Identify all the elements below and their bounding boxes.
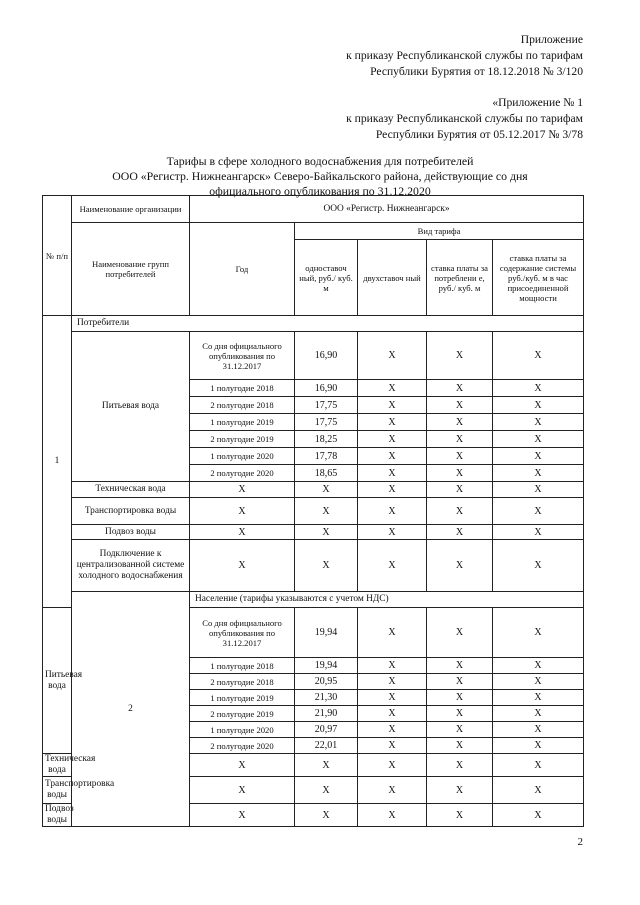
x-mark: X [493, 380, 584, 397]
x-mark: X [427, 706, 493, 722]
appendix-line: «Приложение № 1 [492, 96, 583, 109]
tariff-value: 18,65 [295, 465, 358, 482]
x-mark: X [427, 540, 493, 592]
row-number: 2 [72, 592, 190, 827]
x-mark: X [493, 706, 584, 722]
x-mark: X [493, 777, 584, 804]
x-mark: X [493, 448, 584, 465]
org-label: Наименование организации [72, 196, 190, 223]
x-mark: X [295, 540, 358, 592]
x-mark: X [190, 754, 295, 777]
x-mark: X [427, 414, 493, 431]
consumer-group: Подключение к централизованной системе холодного водоснабжения [72, 540, 190, 592]
x-mark: X [358, 608, 427, 658]
x-mark: X [493, 431, 584, 448]
x-mark: X [358, 706, 427, 722]
tariff-value: 18,25 [295, 431, 358, 448]
x-mark: X [358, 465, 427, 482]
x-mark: X [295, 525, 358, 540]
appendix-line: к приказу Республиканской службы по тарифам [346, 112, 583, 125]
period-cell: 1 полугодие 2020 [190, 448, 295, 465]
period-cell: 2 полугодие 2018 [190, 674, 295, 690]
tariff-value: 17,75 [295, 414, 358, 431]
appendix-line: к приказу Республиканской службы по тарифам [346, 49, 583, 62]
x-mark: X [493, 332, 584, 380]
x-mark: X [190, 804, 295, 827]
x-mark: X [190, 777, 295, 804]
x-mark: X [493, 414, 584, 431]
x-mark: X [427, 608, 493, 658]
tariff-value: 17,75 [295, 397, 358, 414]
x-mark: X [295, 482, 358, 498]
consumer-group: Техническая вода [72, 482, 190, 498]
x-mark: X [358, 804, 427, 827]
x-mark: X [190, 525, 295, 540]
x-mark: X [427, 332, 493, 380]
tariff-type-header: Вид тарифа [295, 223, 584, 240]
title-line: Тарифы в сфере холодного водоснабжения для потребителей [166, 154, 474, 168]
period-cell: 1 полугодие 2019 [190, 414, 295, 431]
period-cell: 1 полугодие 2019 [190, 690, 295, 706]
tariff-value: 20,95 [295, 674, 358, 690]
x-mark: X [427, 482, 493, 498]
consumer-group: Транспортировка воды [72, 498, 190, 525]
period-cell: Со дня официального опубликования по 31.12.2017 [190, 608, 295, 658]
x-mark: X [358, 498, 427, 525]
tariff-value: 19,94 [295, 608, 358, 658]
x-mark: X [358, 525, 427, 540]
period-cell: 2 полугодие 2020 [190, 738, 295, 754]
x-mark: X [493, 525, 584, 540]
period-cell: 1 полугодие 2018 [190, 658, 295, 674]
consumer-group: Транспортировка воды [43, 777, 72, 804]
tariff-value: 16,90 [295, 380, 358, 397]
x-mark: X [295, 777, 358, 804]
tariff-table [42, 195, 584, 827]
tariff-value: 20,97 [295, 722, 358, 738]
col-double-rate: двухставоч ный [358, 240, 427, 316]
period-cell: 2 полугодие 2018 [190, 397, 295, 414]
col-single-rate: одноставоч ный, руб./ куб. м [295, 240, 358, 316]
x-mark: X [493, 690, 584, 706]
x-mark: X [427, 525, 493, 540]
title-line: ООО «Регистр. Нижнеангарск» Северо-Байкальского района, действующие со дня [112, 169, 528, 183]
x-mark: X [427, 777, 493, 804]
x-mark: X [493, 754, 584, 777]
x-mark: X [295, 498, 358, 525]
org-value: ООО «Регистр. Нижнеангарск» [190, 196, 584, 223]
x-mark: X [427, 754, 493, 777]
x-mark: X [493, 540, 584, 592]
appendix-block [346, 32, 583, 80]
consumer-group: Питьевая вода [43, 608, 72, 754]
x-mark: X [427, 380, 493, 397]
x-mark: X [493, 722, 584, 738]
page-number: 2 [577, 836, 583, 848]
consumer-group: Подвоз воды [43, 804, 72, 827]
col-consumption-rate: ставка платы за потреблени е, руб./ куб. м [427, 240, 493, 316]
x-mark: X [493, 465, 584, 482]
appendix-original-block [346, 95, 583, 143]
x-mark: X [493, 498, 584, 525]
tariff-value: 21,30 [295, 690, 358, 706]
x-mark: X [493, 397, 584, 414]
col-number-header: № п/п [43, 196, 72, 316]
x-mark: X [190, 482, 295, 498]
x-mark: X [190, 498, 295, 525]
x-mark: X [427, 498, 493, 525]
x-mark: X [358, 448, 427, 465]
x-mark: X [190, 540, 295, 592]
x-mark: X [358, 397, 427, 414]
x-mark: X [427, 397, 493, 414]
consumer-group: Питьевая вода [72, 332, 190, 482]
year-header: Год [190, 223, 295, 316]
x-mark: X [427, 738, 493, 754]
x-mark: X [358, 482, 427, 498]
period-cell: 2 полугодие 2019 [190, 431, 295, 448]
period-cell: 2 полугодие 2019 [190, 706, 295, 722]
tariff-value: 22,01 [295, 738, 358, 754]
x-mark: X [358, 431, 427, 448]
consumer-group: Подвоз воды [72, 525, 190, 540]
period-cell: 1 полугодие 2018 [190, 380, 295, 397]
x-mark: X [493, 738, 584, 754]
x-mark: X [358, 658, 427, 674]
title-line: официального опубликования по 31.12.2020 [209, 184, 431, 198]
x-mark: X [493, 482, 584, 498]
consumer-group: Техническая вода [43, 754, 72, 777]
group-label: Наименование групп потребителей [72, 223, 190, 316]
tariff-value: 17,78 [295, 448, 358, 465]
x-mark: X [358, 722, 427, 738]
period-cell: 1 полугодие 2020 [190, 722, 295, 738]
tariff-value: 19,94 [295, 658, 358, 674]
appendix-line: Республики Бурятия от 05.12.2017 № 3/78 [375, 128, 583, 141]
tariff-value: 16,90 [295, 332, 358, 380]
period-cell: Со дня официального опубликования по 31.12.2017 [190, 332, 295, 380]
x-mark: X [493, 608, 584, 658]
x-mark: X [427, 804, 493, 827]
x-mark: X [358, 754, 427, 777]
x-mark: X [427, 722, 493, 738]
col-maintenance-rate: ставка платы за содержание системы руб./куб. м в час присоединенной мощности [493, 240, 584, 316]
x-mark: X [427, 431, 493, 448]
x-mark: X [493, 804, 584, 827]
row-number: 1 [43, 316, 72, 608]
x-mark: X [358, 414, 427, 431]
x-mark: X [358, 777, 427, 804]
period-cell: 2 полугодие 2020 [190, 465, 295, 482]
x-mark: X [427, 690, 493, 706]
x-mark: X [295, 754, 358, 777]
x-mark: X [295, 804, 358, 827]
section-label: Население (тарифы указываются с учетом НДС) [190, 592, 584, 608]
document-title [0, 154, 640, 199]
x-mark: X [427, 448, 493, 465]
tariff-value: 21,90 [295, 706, 358, 722]
x-mark: X [358, 738, 427, 754]
x-mark: X [358, 540, 427, 592]
x-mark: X [427, 674, 493, 690]
x-mark: X [493, 658, 584, 674]
x-mark: X [427, 658, 493, 674]
appendix-line: Республики Бурятия от 18.12.2018 № 3/120 [370, 65, 583, 78]
x-mark: X [358, 380, 427, 397]
x-mark: X [358, 674, 427, 690]
x-mark: X [427, 465, 493, 482]
x-mark: X [358, 690, 427, 706]
x-mark: X [493, 674, 584, 690]
x-mark: X [358, 332, 427, 380]
section-label: Потребители [72, 316, 584, 332]
appendix-line: Приложение [520, 33, 583, 46]
